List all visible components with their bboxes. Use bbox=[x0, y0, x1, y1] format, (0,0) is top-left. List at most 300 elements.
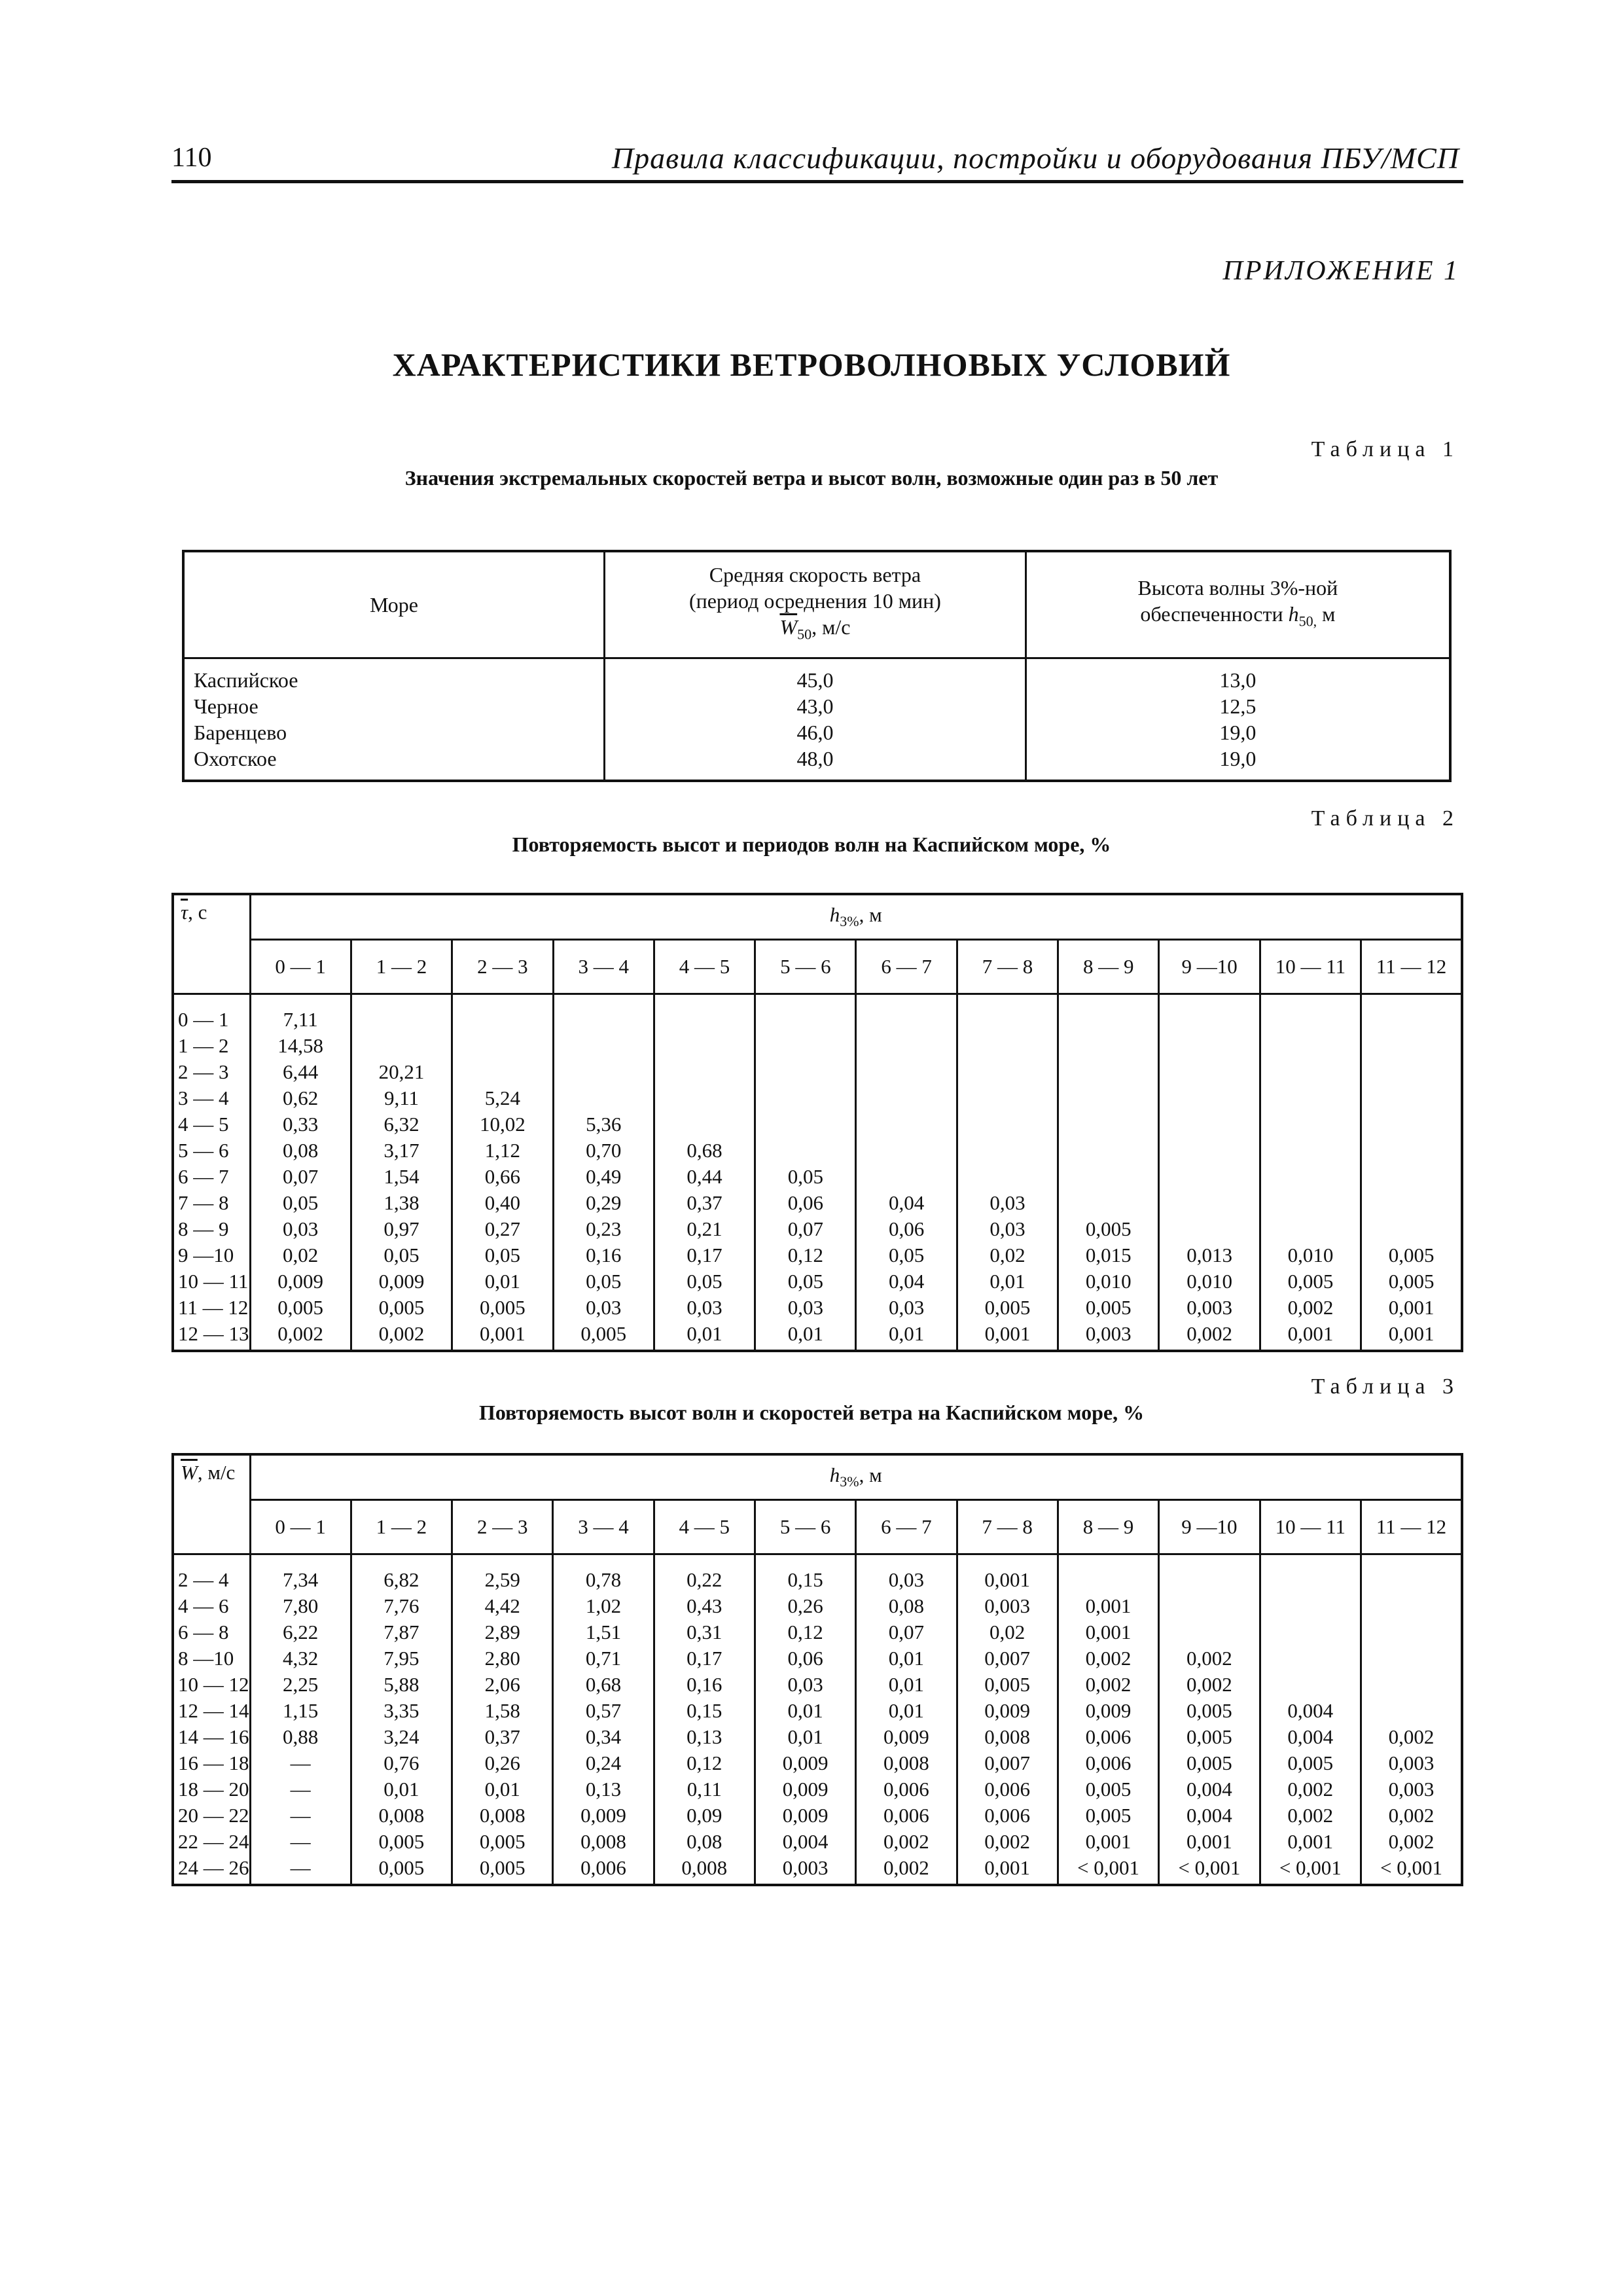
table2-data-column bbox=[1260, 994, 1361, 1352]
table2-row-label: 10 — 11 bbox=[178, 1270, 249, 1293]
table3-cell: 0,03 bbox=[888, 1568, 924, 1591]
table3-cell: 0,006 bbox=[1085, 1725, 1132, 1748]
table2-cell bbox=[1160, 1190, 1258, 1216]
table3-cell: 0,001 bbox=[1085, 1830, 1132, 1853]
table2-row-label: 1 — 2 bbox=[178, 1034, 229, 1057]
table3-cell: 0,34 bbox=[585, 1725, 622, 1748]
table2-cell bbox=[453, 1007, 552, 1033]
table1-cell: 19,0 bbox=[1219, 747, 1257, 770]
table2-cell bbox=[554, 1085, 653, 1111]
table3-data-column bbox=[1159, 1554, 1260, 1886]
table2-cell: 0,06 bbox=[888, 1217, 925, 1240]
table3-cell: — bbox=[290, 1778, 311, 1801]
table3-data-column bbox=[1361, 1554, 1463, 1886]
table2-row-label: 12 — 13 bbox=[178, 1322, 249, 1345]
wave-subscript: 50, bbox=[1298, 613, 1317, 630]
table3-cell: 0,005 bbox=[1287, 1751, 1334, 1774]
table2-cell: 0,001 bbox=[1388, 1322, 1435, 1345]
table2-row-label: 2 — 3 bbox=[178, 1060, 229, 1083]
table2-cell bbox=[857, 1138, 955, 1164]
table2-cell: 0,005 bbox=[1287, 1270, 1334, 1293]
table2-span-unit: , м bbox=[859, 903, 882, 927]
table3-cell: 0,006 bbox=[580, 1856, 626, 1879]
table2-cell bbox=[1059, 1190, 1158, 1216]
table2-cell: 9,11 bbox=[383, 1086, 419, 1109]
table2-cell bbox=[1362, 1138, 1461, 1164]
table2-cell: 0,005 bbox=[1085, 1296, 1132, 1319]
table1-cell: Черное bbox=[194, 694, 259, 718]
table3-cell: 0,15 bbox=[787, 1568, 823, 1591]
table3-cell: < 0,001 bbox=[1178, 1856, 1241, 1879]
table3-cell: 0,005 bbox=[1085, 1778, 1132, 1801]
table2-cell: 0,03 bbox=[888, 1296, 925, 1319]
table1-cell: Баренцево bbox=[194, 721, 287, 744]
table3-data-column bbox=[351, 1554, 452, 1886]
table2-row-label: 0 — 1 bbox=[178, 1008, 229, 1031]
table2-cell: 7,11 bbox=[283, 1008, 318, 1031]
table3-cell: 0,003 bbox=[782, 1856, 829, 1879]
table1-label: Таблица 1 bbox=[1311, 437, 1459, 461]
table2-data-column bbox=[452, 994, 553, 1352]
table3-cell: 0,13 bbox=[585, 1778, 622, 1801]
table3-cell: 6,22 bbox=[283, 1621, 319, 1643]
table3-cell: 0,008 bbox=[580, 1830, 626, 1853]
table2-cell bbox=[1059, 1164, 1158, 1190]
table2-column-header: 9 —10 bbox=[1159, 940, 1260, 994]
table2-cell bbox=[1160, 1111, 1258, 1138]
table3-column-header: 10 — 11 bbox=[1260, 1500, 1361, 1554]
table3-cell: 0,01 bbox=[787, 1725, 823, 1748]
table2-span-subscript: 3% bbox=[840, 913, 859, 930]
table2-cell bbox=[756, 1007, 855, 1033]
table2-cell bbox=[1261, 1138, 1360, 1164]
table2-cell bbox=[958, 1085, 1057, 1111]
table2-cell: 0,05 bbox=[888, 1244, 925, 1266]
table3-cell: — bbox=[290, 1830, 311, 1853]
table1-header-sea: Море bbox=[183, 551, 605, 658]
table2-cell bbox=[857, 1033, 955, 1059]
table2-cell bbox=[1362, 1085, 1461, 1111]
table3-cell: < 0,001 bbox=[1077, 1856, 1140, 1879]
table2-data-column bbox=[1159, 994, 1260, 1352]
table2-cell bbox=[857, 1111, 955, 1138]
table2-column-header-row bbox=[173, 940, 1462, 994]
table3-cell bbox=[1362, 1593, 1461, 1619]
table3-cell: 0,12 bbox=[687, 1751, 722, 1774]
table2-cell: 0,005 bbox=[580, 1322, 627, 1345]
table3-span-symbol: h bbox=[829, 1463, 840, 1487]
table3-cell: 0,004 bbox=[1287, 1725, 1334, 1748]
table1-cell: 12,5 bbox=[1219, 694, 1257, 718]
table3-cell: 0,03 bbox=[787, 1673, 823, 1696]
table3-cell: 0,22 bbox=[687, 1568, 722, 1591]
table3-cell bbox=[1261, 1593, 1360, 1619]
table2-row-label: 3 — 4 bbox=[178, 1086, 229, 1109]
table2-cell bbox=[756, 1085, 855, 1111]
table2-cell: 1,54 bbox=[383, 1165, 419, 1188]
table3-cell: 0,003 bbox=[1388, 1778, 1435, 1801]
table2-cell: 6,44 bbox=[283, 1060, 319, 1083]
table2-cell: 0,002 bbox=[1287, 1296, 1334, 1319]
table3-column-header: 8 — 9 bbox=[1058, 1500, 1158, 1554]
table2-cell bbox=[352, 1033, 451, 1059]
table2-cell: 1,12 bbox=[484, 1139, 520, 1162]
table3-cell bbox=[1160, 1567, 1258, 1593]
table2-cell: 0,001 bbox=[1388, 1296, 1435, 1319]
table2-cell: 0,005 bbox=[1388, 1244, 1435, 1266]
table2-cell: 5,36 bbox=[586, 1113, 622, 1136]
table3-cell: 0,004 bbox=[782, 1830, 829, 1853]
table3-column-header: 11 — 12 bbox=[1361, 1500, 1463, 1554]
table3-cell: 0,57 bbox=[585, 1699, 622, 1722]
table3-cell: 0,002 bbox=[1287, 1804, 1334, 1827]
table3-cell: 3,24 bbox=[383, 1725, 419, 1748]
table3-cell: 0,008 bbox=[479, 1804, 526, 1827]
table2-cell bbox=[655, 1085, 754, 1111]
table3-cell: — bbox=[290, 1751, 311, 1774]
wind-unit: , м/с bbox=[812, 615, 851, 639]
table2-cell bbox=[857, 1085, 955, 1111]
table3-column-header: 3 — 4 bbox=[553, 1500, 654, 1554]
table3-column-header: 1 — 2 bbox=[351, 1500, 452, 1554]
table3-data-column bbox=[452, 1554, 553, 1886]
table2-cell bbox=[1261, 1111, 1360, 1138]
running-title: Правила классификации, постройки и оборудования ПБУ/МСП bbox=[611, 141, 1459, 175]
table3-cell: 0,01 bbox=[888, 1647, 924, 1670]
table3-cell: 0,002 bbox=[1388, 1804, 1435, 1827]
table3-cell: 6,82 bbox=[383, 1568, 419, 1591]
table3-corner-symbol: $\overline{W}$ bbox=[181, 1461, 198, 1484]
table3-data-column bbox=[856, 1554, 957, 1886]
table2-cell: 0,04 bbox=[888, 1191, 925, 1214]
table3-cell: 0,005 bbox=[1186, 1699, 1232, 1722]
table3-row-label: 4 — 6 bbox=[178, 1594, 229, 1617]
table3-cell: 0,003 bbox=[1388, 1751, 1435, 1774]
table2-row-label: 4 — 5 bbox=[178, 1113, 229, 1136]
table1 bbox=[182, 550, 1452, 782]
table3-cell: 0,68 bbox=[585, 1673, 622, 1696]
table2-cell bbox=[1362, 1007, 1461, 1033]
table2-cell: 0,05 bbox=[383, 1244, 419, 1266]
table3-row-label: 16 — 18 bbox=[178, 1751, 249, 1774]
table3-cell: 0,43 bbox=[687, 1594, 722, 1617]
table3-cell: 0,002 bbox=[1388, 1830, 1435, 1853]
table3-cell: 7,95 bbox=[383, 1647, 419, 1670]
table2-cell: 0,05 bbox=[283, 1191, 319, 1214]
table2-cell bbox=[1362, 1164, 1461, 1190]
table2-cell bbox=[1160, 1216, 1258, 1242]
table2-cell: 0,03 bbox=[687, 1296, 722, 1319]
table3-cell: 2,59 bbox=[484, 1568, 520, 1591]
table2-cell: 0,010 bbox=[1186, 1270, 1232, 1293]
wind-symbol: $\overline{W}$ bbox=[779, 615, 798, 639]
table1-cell: 43,0 bbox=[796, 694, 834, 718]
table2-cell bbox=[1160, 1138, 1258, 1164]
table2-cell bbox=[857, 1059, 955, 1085]
table3-cell: 0,01 bbox=[787, 1699, 823, 1722]
table2-cell: 0,27 bbox=[484, 1217, 520, 1240]
table3-cell: 0,006 bbox=[984, 1804, 1031, 1827]
table2-cell bbox=[1362, 1216, 1461, 1242]
table3-row-labels bbox=[173, 1554, 250, 1886]
table3-cell: 0,003 bbox=[984, 1594, 1031, 1617]
table2-cell: 0,40 bbox=[484, 1191, 520, 1214]
table3-cell: 0,006 bbox=[984, 1778, 1031, 1801]
table3-cell: 0,001 bbox=[1085, 1621, 1132, 1643]
wave-unit: м bbox=[1317, 602, 1336, 626]
table1-header-wind-line1: Средняя скорость ветра bbox=[709, 563, 921, 587]
table3-cell: < 0,001 bbox=[1279, 1856, 1342, 1879]
table3-cell bbox=[1362, 1698, 1461, 1724]
table2-cell: 0,07 bbox=[787, 1217, 823, 1240]
table3-cell: 0,08 bbox=[687, 1830, 722, 1853]
table3-data-column bbox=[250, 1554, 351, 1886]
table3-cell: 0,09 bbox=[687, 1804, 722, 1827]
table3-cell: 1,02 bbox=[585, 1594, 622, 1617]
table2-cell: 0,44 bbox=[687, 1165, 722, 1188]
table2-data-column bbox=[1361, 994, 1462, 1352]
wave-symbol: h bbox=[1288, 602, 1299, 626]
table2-column-header: 5 — 6 bbox=[755, 940, 856, 994]
table2-cell bbox=[655, 1111, 754, 1138]
appendix-label: ПРИЛОЖЕНИЕ 1 bbox=[1222, 256, 1459, 286]
table2-cell: 0,02 bbox=[283, 1244, 319, 1266]
table2-row-label: 8 — 9 bbox=[178, 1217, 229, 1240]
table2-cell: 0,001 bbox=[984, 1322, 1031, 1345]
table3-cell: 0,37 bbox=[484, 1725, 520, 1748]
table2-cell: 0,010 bbox=[1085, 1270, 1132, 1293]
table2-cell bbox=[1261, 1190, 1360, 1216]
table3-data-column bbox=[957, 1554, 1058, 1886]
table2-cell: 0,010 bbox=[1287, 1244, 1334, 1266]
table3-cell bbox=[1362, 1567, 1461, 1593]
table2-cell: 0,002 bbox=[277, 1322, 324, 1345]
table2-data-column bbox=[1058, 994, 1159, 1352]
table3-cell: 0,007 bbox=[984, 1647, 1031, 1670]
table1-cell: 19,0 bbox=[1219, 721, 1257, 744]
table3-header-span bbox=[250, 1454, 1462, 1500]
table2-data-column bbox=[856, 994, 957, 1352]
table1-header-wind bbox=[605, 551, 1026, 658]
table2-cell: 0,97 bbox=[383, 1217, 419, 1240]
table3-label: Таблица 3 bbox=[1311, 1374, 1459, 1399]
table3-cell: 0,76 bbox=[383, 1751, 419, 1774]
table2-column-header: 6 — 7 bbox=[856, 940, 957, 994]
table3-cell: 0,005 bbox=[984, 1673, 1031, 1696]
table3-cell bbox=[1261, 1619, 1360, 1645]
table2-cell bbox=[857, 1007, 955, 1033]
table3-row-label: 24 — 26 bbox=[178, 1856, 249, 1879]
table2-cell bbox=[1261, 1007, 1360, 1033]
table2-data-column bbox=[351, 994, 452, 1352]
table3-row-label: 10 — 12 bbox=[178, 1673, 249, 1696]
table3-row-label: 20 — 22 bbox=[178, 1804, 249, 1827]
table2-cell: 0,05 bbox=[687, 1270, 722, 1293]
table3-cell: 0,009 bbox=[782, 1751, 829, 1774]
table3-cell: 0,005 bbox=[479, 1856, 526, 1879]
table3-cell: 0,17 bbox=[687, 1647, 722, 1670]
table3-cell bbox=[1362, 1645, 1461, 1672]
table2-cell bbox=[1261, 1164, 1360, 1190]
table3-column-header: 7 — 8 bbox=[957, 1500, 1058, 1554]
table3-cell: 0,07 bbox=[888, 1621, 924, 1643]
table2-cell: 0,01 bbox=[888, 1322, 925, 1345]
table3-cell: 7,87 bbox=[383, 1621, 419, 1643]
table3-cell: < 0,001 bbox=[1380, 1856, 1442, 1879]
table2-data-column bbox=[957, 994, 1058, 1352]
table3-cell: 0,009 bbox=[782, 1804, 829, 1827]
table2-cell: 0,03 bbox=[990, 1217, 1026, 1240]
table2-cell: 0,005 bbox=[378, 1296, 425, 1319]
table2-cell: 3,17 bbox=[383, 1139, 419, 1162]
table2-cell bbox=[352, 1007, 451, 1033]
table2-cell bbox=[756, 1059, 855, 1085]
table3-column-header: 2 — 3 bbox=[452, 1500, 553, 1554]
table2-data-column bbox=[654, 994, 755, 1352]
table2-cell: 10,02 bbox=[479, 1113, 526, 1136]
table3-row-label: 18 — 20 bbox=[178, 1778, 249, 1801]
table3-cell: 2,89 bbox=[484, 1621, 520, 1643]
table3-cell: 0,88 bbox=[283, 1725, 319, 1748]
table1-cell: 45,0 bbox=[796, 668, 834, 692]
table2-row-label: 7 — 8 bbox=[178, 1191, 229, 1214]
page-title: ХАРАКТЕРИСТИКИ ВЕТРОВОЛНОВЫХ УСЛОВИЙ bbox=[392, 346, 1231, 383]
table2-cell: 0,49 bbox=[586, 1165, 622, 1188]
table2-cell: 0,03 bbox=[787, 1296, 823, 1319]
table2-cell: 0,01 bbox=[990, 1270, 1026, 1293]
table2-cell: 0,013 bbox=[1186, 1244, 1232, 1266]
table2-cell: 0,07 bbox=[283, 1165, 319, 1188]
table3-cell: 5,88 bbox=[383, 1673, 419, 1696]
table3-cell: 0,005 bbox=[378, 1856, 425, 1879]
table2-cell bbox=[453, 1059, 552, 1085]
table2-cell: 0,005 bbox=[479, 1296, 526, 1319]
table3-cell: 0,01 bbox=[383, 1778, 419, 1801]
table3-cell: 2,80 bbox=[484, 1647, 520, 1670]
table3-data-column bbox=[1058, 1554, 1158, 1886]
table2-cell: 0,05 bbox=[787, 1165, 823, 1188]
table3-cell: 0,008 bbox=[984, 1725, 1031, 1748]
table2-cell: 0,01 bbox=[484, 1270, 520, 1293]
table3-cell: 0,01 bbox=[888, 1699, 924, 1722]
table3-cell bbox=[1261, 1567, 1360, 1593]
table2-cell: 0,70 bbox=[586, 1139, 622, 1162]
table3-column-header-row bbox=[173, 1500, 1462, 1554]
table3-cell: 0,78 bbox=[585, 1568, 622, 1591]
table3-cell: 7,76 bbox=[383, 1594, 419, 1617]
table3-caption: Повторяемость высот волн и скоростей ветра на Каспийском море, % bbox=[478, 1401, 1145, 1424]
table2-cell: 5,24 bbox=[484, 1086, 520, 1109]
table3-corner-unit: , м/с bbox=[197, 1461, 236, 1484]
table2-cell bbox=[958, 1059, 1057, 1085]
table1-col-sea bbox=[183, 658, 605, 781]
table2-column-header: 7 — 8 bbox=[957, 940, 1058, 994]
table2-row-labels bbox=[173, 994, 250, 1352]
table3-cell: 0,006 bbox=[883, 1778, 929, 1801]
table1-col-wave bbox=[1026, 658, 1450, 781]
table1-caption: Значения экстремальных скоростей ветра и высот волн, возможные один раз в 50 лет bbox=[404, 466, 1219, 490]
table2-data-column bbox=[553, 994, 654, 1352]
table3-column-header: 0 — 1 bbox=[250, 1500, 351, 1554]
table2-cell: 0,29 bbox=[586, 1191, 622, 1214]
table2-cell: 0,015 bbox=[1085, 1244, 1132, 1266]
table2-row-label: 6 — 7 bbox=[178, 1165, 229, 1188]
table1-header-wave bbox=[1026, 551, 1450, 658]
table2-cell bbox=[958, 1164, 1057, 1190]
table2-data-column bbox=[250, 994, 351, 1352]
table2-cell: 0,005 bbox=[984, 1296, 1031, 1319]
table2-cell: 0,05 bbox=[586, 1270, 622, 1293]
table3-cell: 0,31 bbox=[687, 1621, 722, 1643]
table1-cell: 46,0 bbox=[796, 721, 834, 744]
table2-corner bbox=[173, 894, 250, 994]
table2-cell: 0,003 bbox=[1085, 1322, 1132, 1345]
table2-cell bbox=[554, 1059, 653, 1085]
table2-cell bbox=[1160, 1164, 1258, 1190]
table2-cell: 0,16 bbox=[586, 1244, 622, 1266]
table3-cell: 0,71 bbox=[585, 1647, 622, 1670]
table2-column-header: 4 — 5 bbox=[654, 940, 755, 994]
table2-cell bbox=[1059, 1007, 1158, 1033]
table2-cell: 0,03 bbox=[586, 1296, 622, 1319]
table3-row-label: 12 — 14 bbox=[178, 1699, 249, 1722]
table3-cell: 2,25 bbox=[283, 1673, 319, 1696]
table2-label: Таблица 2 bbox=[1311, 806, 1459, 831]
table3-cell: 0,005 bbox=[1085, 1804, 1132, 1827]
table3-span-unit: , м bbox=[859, 1463, 882, 1487]
table3-cell: 0,009 bbox=[782, 1778, 829, 1801]
table2-cell: 0,01 bbox=[687, 1322, 722, 1345]
table3-cell bbox=[1160, 1593, 1258, 1619]
table2-cell bbox=[1059, 1111, 1158, 1138]
table3-corner bbox=[173, 1454, 250, 1554]
table3-cell: 4,42 bbox=[484, 1594, 520, 1617]
table2-cell: 0,08 bbox=[283, 1139, 319, 1162]
table2-cell bbox=[857, 1164, 955, 1190]
table2-column-header: 2 — 3 bbox=[452, 940, 553, 994]
table2-cell: 0,23 bbox=[586, 1217, 622, 1240]
table2-cell: 0,02 bbox=[990, 1244, 1026, 1266]
table2-column-header: 10 — 11 bbox=[1260, 940, 1361, 994]
table2-cell: 0,21 bbox=[687, 1217, 722, 1240]
table3-cell bbox=[1059, 1567, 1158, 1593]
table3-column-header: 5 — 6 bbox=[755, 1500, 855, 1554]
table2-column-header: 0 — 1 bbox=[250, 940, 351, 994]
table3-cell: 0,002 bbox=[1186, 1647, 1232, 1670]
table3-cell: 0,01 bbox=[484, 1778, 520, 1801]
table2-cell: 6,32 bbox=[383, 1113, 419, 1136]
table2-cell: 0,05 bbox=[787, 1270, 823, 1293]
table3-cell: 4,32 bbox=[283, 1647, 319, 1670]
table3-cell: 0,009 bbox=[580, 1804, 626, 1827]
table3-data-column bbox=[654, 1554, 755, 1886]
table3-column-header: 9 —10 bbox=[1159, 1500, 1260, 1554]
table2-cell bbox=[1059, 1033, 1158, 1059]
table2-cell bbox=[1362, 1033, 1461, 1059]
table1-cell: Охотское bbox=[194, 747, 277, 770]
table3-cell: 0,008 bbox=[883, 1751, 929, 1774]
table2-column-header: 1 — 2 bbox=[351, 940, 452, 994]
page-header bbox=[171, 139, 1463, 183]
table2-cell: 0,03 bbox=[990, 1191, 1026, 1214]
table2-cell: 14,58 bbox=[277, 1034, 324, 1057]
table2-cell: 0,33 bbox=[283, 1113, 319, 1136]
table2-cell: 0,002 bbox=[378, 1322, 425, 1345]
table2-cell bbox=[655, 1033, 754, 1059]
table1-header-wave-line2 bbox=[1027, 601, 1449, 634]
table1-header-wind-line3 bbox=[605, 614, 1025, 647]
table3-cell: 0,007 bbox=[984, 1751, 1031, 1774]
